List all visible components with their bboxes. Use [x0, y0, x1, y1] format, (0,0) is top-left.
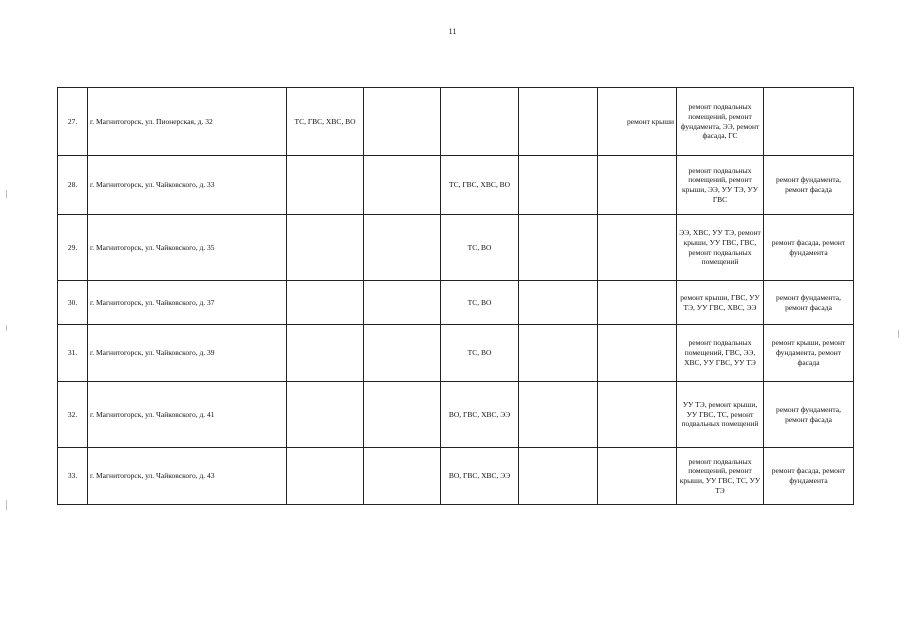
cell-col5 — [598, 156, 677, 215]
cell-col2 — [364, 215, 441, 281]
row-number: 30. — [58, 281, 88, 325]
cell-col1 — [287, 325, 364, 382]
cell-col7: ремонт фасада, ремонт фундамента — [764, 448, 854, 505]
cell-col7: ремонт фундамента, ремонт фасада — [764, 382, 854, 448]
cell-col1 — [287, 448, 364, 505]
cell-col3: ВО, ГВС, ХВС, ЭЭ — [441, 382, 519, 448]
cell-col5 — [598, 215, 677, 281]
cell-col4 — [519, 88, 598, 156]
housing-repair-table — [57, 87, 854, 505]
cell-col4 — [519, 325, 598, 382]
row-address: г. Магнитогорск, ул. Чайковского, д. 43 — [88, 448, 287, 505]
cell-col3: ТС, ВО — [441, 325, 519, 382]
cell-col2 — [364, 382, 441, 448]
cell-col5 — [598, 281, 677, 325]
cell-col6: ремонт крыши, ГВС, УУ ТЭ, УУ ГВС, ХВС, ЭЭ — [677, 281, 764, 325]
row-address: г. Магнитогорск, ул. Чайковского, д. 35 — [88, 215, 287, 281]
cell-col6: ЭЭ, ХВС, УУ ТЭ, ремонт крыши, УУ ГВС, ГВС, ремонт подвальных помещений — [677, 215, 764, 281]
cell-col2 — [364, 281, 441, 325]
cell-col7 — [764, 88, 854, 156]
cell-col3: ТС, ГВС, ХВС, ВО — [441, 156, 519, 215]
cell-col4 — [519, 215, 598, 281]
cell-col5 — [598, 325, 677, 382]
cell-col2 — [364, 448, 441, 505]
cell-col6: ремонт подвальных помещений, ГВС, ЭЭ, ХВС, УУ ГВС, УУ ТЭ — [677, 325, 764, 382]
cell-col1 — [287, 382, 364, 448]
cell-col1: ТС, ГВС, ХВС, ВО — [287, 88, 364, 156]
cell-col7: ремонт фундамента, ремонт фасада — [764, 156, 854, 215]
row-number: 27. — [58, 88, 88, 156]
cell-col4 — [519, 281, 598, 325]
table-row — [58, 281, 854, 325]
cell-col3: ТС, ВО — [441, 281, 519, 325]
cell-col2 — [364, 88, 441, 156]
cell-col7: ремонт фундамента, ремонт фасада — [764, 281, 854, 325]
cell-col5 — [598, 448, 677, 505]
cell-col3: ВО, ГВС, ХВС, ЭЭ — [441, 448, 519, 505]
cell-col3 — [441, 88, 519, 156]
row-address: г. Магнитогорск, ул. Чайковского, д. 39 — [88, 325, 287, 382]
table-row — [58, 215, 854, 281]
cell-col1 — [287, 156, 364, 215]
cell-col1 — [287, 281, 364, 325]
row-address: г. Магнитогорск, ул. Пионерская, д. 32 — [88, 88, 287, 156]
table-row — [58, 382, 854, 448]
scan-edge-mark — [6, 325, 7, 331]
cell-col2 — [364, 325, 441, 382]
cell-col6: ремонт подвальных помещений, ремонт крыши, ЭЭ, УУ ТЭ, УУ ГВС — [677, 156, 764, 215]
row-number: 33. — [58, 448, 88, 505]
row-address: г. Магнитогорск, ул. Чайковского, д. 37 — [88, 281, 287, 325]
scan-edge-mark — [6, 500, 7, 510]
cell-col4 — [519, 382, 598, 448]
cell-col6: УУ ТЭ, ремонт крыши, УУ ГВС, ТС, ремонт подвальных помещений — [677, 382, 764, 448]
cell-col1 — [287, 215, 364, 281]
cell-col7: ремонт фасада, ремонт фундамента — [764, 215, 854, 281]
row-number: 28. — [58, 156, 88, 215]
cell-col6: ремонт подвальных помещений, ремонт крыши, УУ ГВС, ТС, УУ ТЭ — [677, 448, 764, 505]
cell-col4 — [519, 448, 598, 505]
table-row — [58, 325, 854, 382]
cell-col6: ремонт подвальных помещений, ремонт фундамента, ЭЭ, ремонт фасада, ГС — [677, 88, 764, 156]
cell-col5: ремонт крыши — [598, 88, 677, 156]
table-row — [58, 156, 854, 215]
cell-col5 — [598, 382, 677, 448]
row-number: 31. — [58, 325, 88, 382]
cell-col2 — [364, 156, 441, 215]
page-number: 11 — [448, 27, 457, 36]
row-address: г. Магнитогорск, ул. Чайковского, д. 33 — [88, 156, 287, 215]
row-address: г. Магнитогорск, ул. Чайковского, д. 41 — [88, 382, 287, 448]
scan-edge-mark — [898, 330, 899, 338]
cell-col3: ТС, ВО — [441, 215, 519, 281]
cell-col7: ремонт крыши, ремонт фундамента, ремонт фасада — [764, 325, 854, 382]
row-number: 32. — [58, 382, 88, 448]
cell-col4 — [519, 156, 598, 215]
table-row — [58, 448, 854, 505]
scan-edge-mark — [6, 190, 7, 198]
row-number: 29. — [58, 215, 88, 281]
table-row — [58, 88, 854, 156]
